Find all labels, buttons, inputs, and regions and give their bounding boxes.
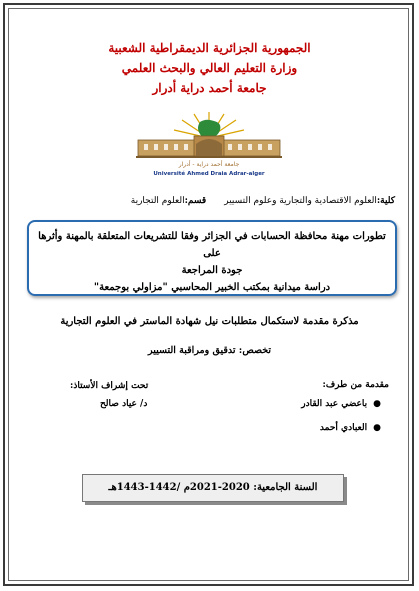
supervisor-label: تحت إشراف الأستاذ: — [70, 381, 149, 391]
faculty-value: العلوم الاقتصادية والتجارية وعلوم التسيير — [224, 196, 377, 206]
bullet-icon: ● — [373, 423, 381, 433]
memo-statement: مذكرة مقدمة لاستكمال متطلبات نيل شهادة الماستر في العلوم التجارية — [60, 316, 359, 327]
university-logo — [134, 108, 284, 178]
republic-name: الجمهورية الجزائرية الديمقراطية الشعبية — [108, 41, 311, 55]
thesis-title-box — [27, 220, 397, 296]
logo-arabic-text: جامعة أحمد دراية - أدرار — [178, 161, 240, 168]
department-value: العلوم التجارية — [130, 196, 185, 206]
logo-french-text: Université Ahmed Draia Adrar-alger — [153, 171, 265, 177]
institution-header — [0, 38, 419, 98]
student-name: ●العبادي أحمد — [319, 423, 381, 433]
academic-year: السنة الجامعية: 2020-2021م /1442-1443هـ — [82, 474, 344, 502]
faculty-label: كلية: — [376, 196, 395, 206]
presented-by-label: مقدمة من طرف: — [322, 380, 389, 390]
student-name: ●باعضي عبد القادر — [301, 399, 381, 409]
department-label: قسم: — [184, 196, 207, 206]
university-name: جامعة أحمد دراية أدرار — [152, 81, 267, 95]
faculty-department-row — [20, 196, 395, 206]
ministry-name: وزارة التعليم العالي والبحث العلمي — [121, 61, 298, 75]
supervisor-name: د/ عياد صالح — [100, 399, 148, 409]
thesis-subtitle: دراسة ميدانية بمكتب الخبير المحاسبي "مزاولي بوجمعة" — [93, 282, 331, 293]
thesis-title-line1: تطورات مهنة محافظة الحسابات في الجزائر وفقا للتشريعات المتعلقة بالمهنة وأثرها على — [38, 231, 386, 259]
thesis-title-line2: جودة المراجعة — [181, 265, 243, 276]
specialty: تخصص: تدقيق ومراقبة التسيير — [148, 345, 271, 356]
building-icon — [136, 136, 282, 158]
bullet-icon: ● — [373, 399, 381, 409]
